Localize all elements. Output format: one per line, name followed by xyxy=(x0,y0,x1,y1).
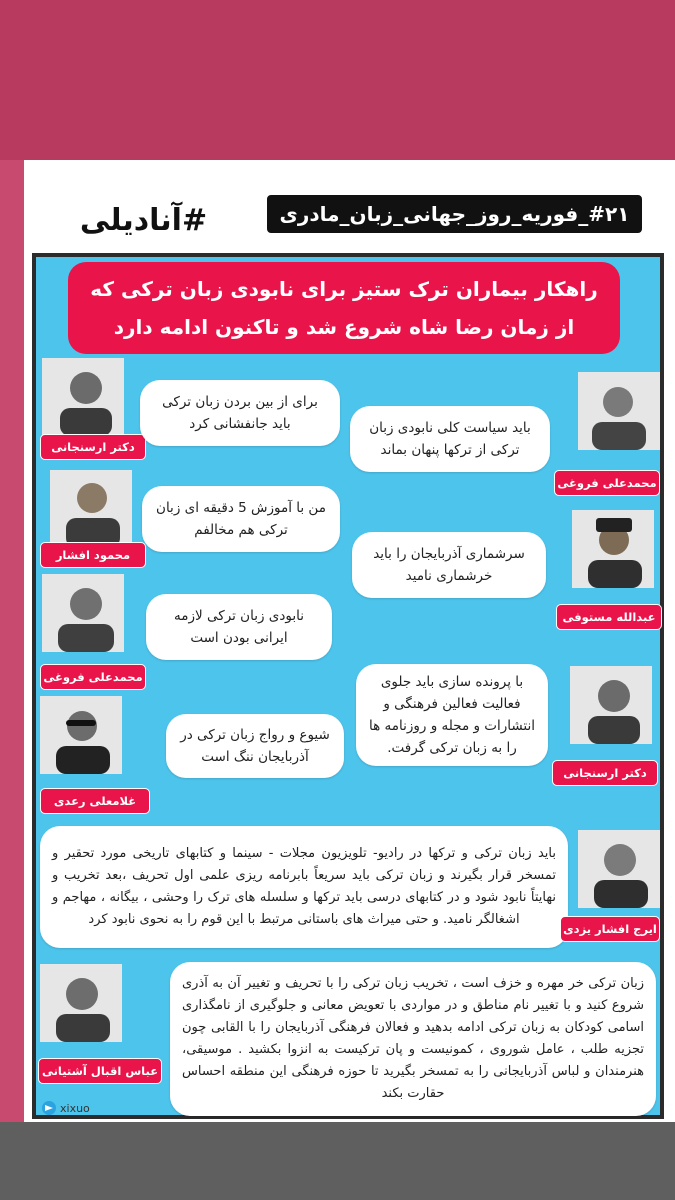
title-line-2: از زمان رضا شاه شروع شد و تاکنون ادامه دارد xyxy=(113,315,575,339)
portrait-foroughi-1 xyxy=(578,372,660,450)
quote-bubble: شیوع و رواج زبان ترکی در آذربایجان ننگ است xyxy=(166,714,344,778)
portrait-eqbal xyxy=(40,964,122,1042)
quote-bubble: باید سیاست کلی نابودی زبان ترکی از ترکها پنهان بماند xyxy=(350,406,550,472)
name-label: دکتر ارسنجانی xyxy=(552,760,658,786)
name-label: دکتر ارسنجانی xyxy=(40,434,146,460)
quote-bubble: برای از بین بردن زبان ترکی باید جانفشانی کرد xyxy=(140,380,340,446)
name-label: محمود افشار xyxy=(40,542,146,568)
name-label: عبدالله مستوفی xyxy=(556,604,662,630)
name-label: عباس اقبال آشتیانی xyxy=(38,1058,162,1084)
hashtag-sticker-anadili[interactable]: #آنادیلی xyxy=(62,193,225,247)
portrait-afshar xyxy=(50,470,132,548)
title-line-1: راهکار بیماران ترک ستیز برای نابودی زبان ترکی که xyxy=(90,277,598,301)
name-label: غلامعلی رعدی xyxy=(40,788,150,814)
quote-bubble-wide: باید زبان ترکی و ترکها در رادیو- تلویزیون مجلات - سینما و کتابهای تاریخی مورد تحقیر و تمسخر قرار بگیرند و زبان ترکی باید سریعاً بابرنامه ریزی علمی اول تحریف ،بعد تخریب و نهایتاً نابود شود و در کتابهای درسی باید ترکها و سلسله های ترک را وحشی ، بیگانه ، مهاجم و اشغالگر نامید. و حتی میراث های باستانی مرتبط با این قوم را به نحوی نابود کرد xyxy=(40,826,568,948)
source-handle: xixuo xyxy=(60,1101,90,1115)
quote-bubble: سرشماری آذربایجان را باید خرشماری نامید xyxy=(352,532,546,598)
portrait-arsanjani-2 xyxy=(570,666,652,744)
portrait-arsanjani-1 xyxy=(42,358,124,436)
portrait-mostoufi xyxy=(572,510,654,588)
name-label: محمدعلی فروغی xyxy=(40,664,146,690)
name-label: محمدعلی فروغی xyxy=(554,470,660,496)
name-label: ایرج افشار یزدی xyxy=(560,916,660,942)
infographic-title xyxy=(68,262,620,354)
quote-bubble-wide: زبان ترکی خر مهره و خزف است ، تخریب زبان ترکی را با تحریف و تغییر آن به آذری شروع کنید و با تغییر نام مناطق و در مواردی با تعویض معانی و جلوگیری از نامگذاری اسامی کودکان به زبان ترکی ادامه بدهید و فعالان فرهنگی آذربایجان را با القابی چون تجزیه طلب ، عامل شوروی ، کمونیست و پان ترکیست به انزوا بکشید . موسیقی، هنرمندان و لباس آذربایجانی را به تمسخر بگیرید تا حوزه فرهنگی این منطقه احساس حقارت بکند xyxy=(170,962,656,1116)
hashtag-sticker-mother-language-day[interactable]: #۲۱_فوریه_روز_جهانی_زبان_مادری xyxy=(265,193,644,235)
telegram-icon xyxy=(42,1101,56,1115)
quote-bubble: من با آموزش 5 دقیقه ای زبان ترکی هم مخالفم xyxy=(142,486,340,552)
left-strip xyxy=(0,160,24,1122)
bottom-bar xyxy=(0,1122,675,1200)
portrait-raadi xyxy=(40,696,122,774)
source-credit xyxy=(42,1100,90,1116)
portrait-foroughi-2 xyxy=(42,574,124,652)
quote-bubble: با پرونده سازی باید جلوی فعالیت فعالین فرهنگی و انتشارات و مجله و روزنامه ها را به زبان ترکی گرفت. xyxy=(356,664,548,766)
portrait-afshar-yazdi xyxy=(578,830,660,908)
quote-bubble: نابودی زبان ترکی لازمه ایرانی بودن است xyxy=(146,594,332,660)
